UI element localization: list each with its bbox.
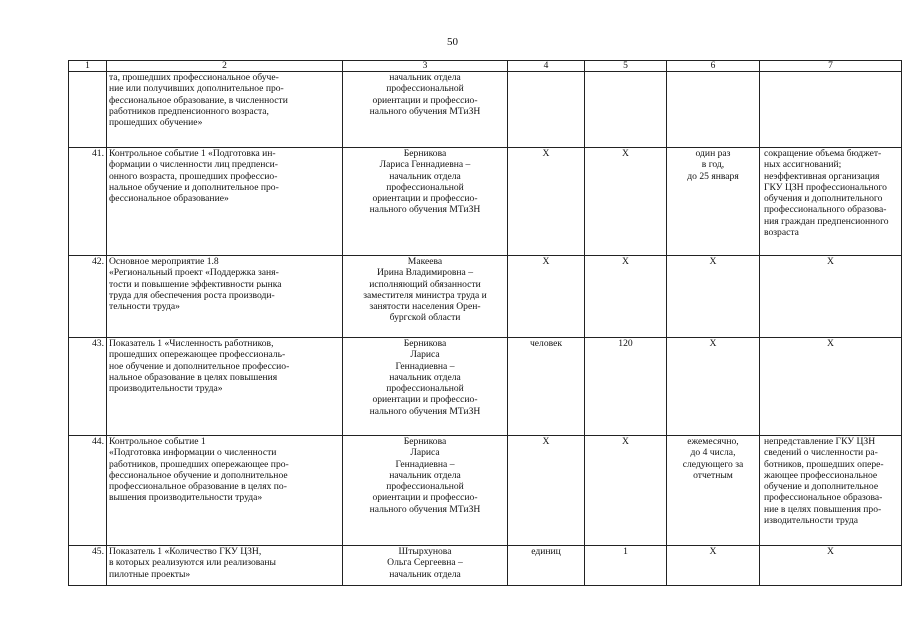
unit-cell: Х [542,148,550,159]
column-number: 4 [508,61,585,72]
unit-cell: Х [542,436,550,447]
measure-name: Контрольное событие 1 «Подготовка информации о численности работников, прошедших опережающее про- фессиональное обучение и дополнительное профессиональное образование в целях по- вышения производительности труда» [109,436,289,504]
responsible-person: Берникова Лариса Геннадиевна – начальник отдела профессиональной ориентации и профессио- нального обучения МТиЗН [369,148,481,216]
column-number: 3 [343,61,508,72]
row-number [69,72,107,148]
responsible-person: Берникова Лариса Геннадиевна – начальник отдела профессиональной ориентации и профессио- нального обучения МТиЗН [369,436,481,515]
column-number: 7 [760,61,902,72]
risk-cell: сокращение объема бюджет- ных ассигнований; неэффективная организация ГКУ ЦЗН профессионального обучения и дополнительного профессионального образова- ния граждан предпенсионного возраста [764,148,889,239]
table-row [69,256,902,338]
responsible-person: Штырхунова Ольга Сергеевна – начальник отдела [387,546,463,580]
row-number: 41. [69,148,107,256]
term-cell: один раз в год, до 25 января [687,148,739,182]
risk-cell: Х [827,546,834,557]
unit-cell: Х [542,256,550,267]
measure-name: Показатель 1 «Количество ГКУ ЦЗН, в которых реализуются или реализованы пилотные проекты» [109,546,276,580]
responsible-person: начальник отдела профессиональной ориентации и профессио- нального обучения МТиЗН [369,72,481,117]
value-cell: Х [622,436,629,447]
row-number: 44. [69,436,107,546]
value-cell: 120 [618,338,633,349]
unit-cell: единиц [531,546,561,557]
unit-cell: человек [529,338,563,349]
value-cell: Х [622,148,629,159]
risk-cell: непредставление ГКУ ЦЗН сведений о численности ра- ботников, прошедших опере- жающее профессиональное обучение и дополнительное профессиональное образова- ние в целях повышения про- изводительности труда [764,436,884,527]
row-number: 42. [69,256,107,338]
value-cell: 1 [623,546,628,557]
responsible-person: Макеева Ирина Владимировна – исполняющий обязанности заместителя министра труда и занятости населения Орен- бургской области [363,256,487,324]
measure-name: та, прошедших профессиональное обуче- ние или получивших дополнительное про- фессиональное образование, в численности работников предпенсионного возраста, прошедших обучение» [109,72,288,129]
column-number: 1 [69,61,107,72]
responsible-person: Берникова Лариса Геннадиевна – начальник отдела профессиональной ориентации и профессио- нального обучения МТиЗН [369,338,481,417]
term-cell: Х [709,546,717,557]
row-number: 43. [69,338,107,436]
row-number: 45. [69,546,107,586]
column-number-row [69,61,902,72]
column-number: 6 [667,61,760,72]
table-row [69,148,902,256]
measure-name: Основное мероприятие 1.8 «Региональный проект «Поддержка заня- тости и повышение эффективности рынка труда для обеспечения роста производи- тельности труда» [109,256,282,313]
value-cell: Х [622,256,629,267]
term-cell: Х [709,338,717,349]
risk-cell: Х [827,338,834,349]
table-row [69,338,902,436]
measure-name: Показатель 1 «Численность работников, прошедших опережающее профессиональ- ное обучение и дополнительное профессио- нальное образование в целях повышения производительности труда» [109,338,290,395]
page-number: 50 [447,36,458,48]
column-number: 2 [107,61,343,72]
column-number: 5 [585,61,667,72]
term-cell: ежемесячно, до 4 числа, следующего за отчетным [682,436,744,481]
table-row [69,436,902,546]
table-row [69,72,902,148]
table-row [69,546,902,586]
risk-cell: Х [827,256,834,267]
measures-table [68,60,902,586]
measure-name: Контрольное событие 1 «Подготовка ин- формации о численности лиц предпенси- онного возраста, прошедших профессио- нальное обучение и дополнительное про- фессиональное образование» [109,148,279,205]
term-cell: Х [709,256,717,267]
